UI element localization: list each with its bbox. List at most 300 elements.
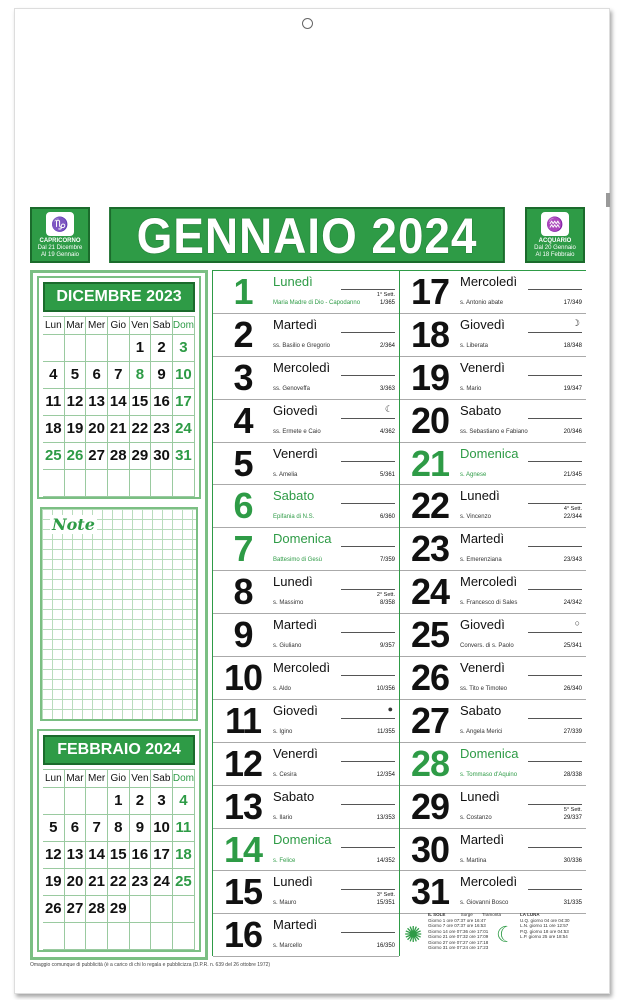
day-row [213, 571, 399, 614]
weekday-name: Mercoledì [273, 359, 331, 375]
day-number: 21 [410, 442, 450, 484]
weekday-name: Domenica [460, 445, 519, 461]
day-count: 29/337 [563, 814, 582, 821]
day-number: 7 [233, 528, 253, 570]
saint-name: s. Vincenzo [460, 514, 491, 521]
day-number: 27 [410, 699, 450, 741]
saint-name: s. Tommaso d'Aquino [460, 771, 518, 778]
day-cell: 11 [173, 815, 195, 842]
weekday-header: Mer [86, 769, 108, 788]
zodiac-range-end: Al 18 Febbraio [535, 252, 575, 258]
weekday-header: Dom [173, 769, 195, 788]
weekday-name: Martedì [273, 917, 318, 933]
notes-line [341, 932, 395, 933]
day-cell: 5 [43, 815, 65, 842]
mini-calendar-december [37, 276, 201, 499]
day-row [213, 314, 399, 357]
day-cell: 11 [43, 389, 65, 416]
notes-line [341, 418, 395, 419]
weekday-name: Giovedì [460, 617, 505, 633]
notes-line [528, 718, 582, 719]
zodiac-range-end: Al 19 Gennaio [40, 252, 80, 258]
day-number: 19 [410, 356, 450, 398]
day-row [400, 271, 586, 314]
day-cell: 18 [43, 416, 65, 443]
weekday-name: Martedì [460, 531, 505, 547]
day-count: 27/339 [563, 728, 582, 735]
weekday-name: Giovedì [273, 402, 318, 418]
day-cell [65, 923, 87, 950]
weekday-name: Mercoledì [460, 574, 518, 590]
day-number: 25 [410, 614, 450, 656]
day-cell: 21 [108, 416, 130, 443]
saint-name: s. Agnese [460, 471, 487, 478]
sun-row: Giorno 27 ore 07:27 ore 17:18 [428, 939, 489, 945]
saint-name: s. Ilario [273, 814, 293, 821]
saint-name: s. Cesira [273, 771, 297, 778]
saint-name: s. Emerenziana [460, 557, 502, 564]
weekday-name: Martedì [460, 831, 505, 847]
day-number: 16 [223, 914, 263, 956]
day-count: 10/356 [376, 686, 395, 693]
day-cell: 14 [86, 842, 108, 869]
day-cell: 19 [43, 869, 65, 896]
notes-line [341, 889, 395, 890]
weekday-header: Mer [86, 316, 108, 335]
sun-moon-table [402, 912, 592, 956]
hanging-hook [606, 193, 610, 207]
weekday-header: Lun [43, 316, 65, 335]
weekday-header: Gio [108, 769, 130, 788]
notes-line [341, 546, 395, 547]
day-cell: 9 [151, 362, 173, 389]
day-cell: 20 [65, 869, 87, 896]
day-number: 12 [223, 742, 263, 784]
day-number: 17 [410, 271, 450, 312]
saint-name: s. Giovanni Bosco [460, 900, 509, 907]
aquarius-icon: ♒ [541, 212, 569, 236]
weekday-header: Sab [151, 316, 173, 335]
notes-line [528, 675, 582, 676]
day-row [400, 700, 586, 743]
saint-name: s. Felice [273, 857, 296, 864]
weekday-name: Venerdì [273, 745, 318, 761]
weekday-header: Mar [65, 316, 87, 335]
day-number: 6 [233, 485, 253, 527]
notes-line [341, 847, 395, 848]
day-count: 13/353 [376, 814, 395, 821]
hanging-hole [302, 18, 313, 29]
weekday-name: Venerdì [460, 359, 505, 375]
day-cell [86, 788, 108, 815]
day-cell: 17 [173, 389, 195, 416]
day-cell [43, 923, 65, 950]
day-cell: 20 [86, 416, 108, 443]
moon-icon: ☾ [496, 922, 516, 947]
moon-table [520, 912, 570, 940]
notes-line [341, 589, 395, 590]
day-number: 4 [233, 399, 253, 441]
day-count: 24/342 [563, 600, 582, 607]
day-number: 22 [410, 485, 450, 527]
week-number: 3° Sett. [376, 892, 395, 899]
day-cell [151, 923, 173, 950]
zodiac-name: ACQUARIO [538, 238, 572, 244]
day-cell: 17 [151, 842, 173, 869]
day-cell: 22 [130, 416, 152, 443]
day-cell: 24 [173, 416, 195, 443]
day-row [400, 571, 586, 614]
weekday-name: Sabato [460, 702, 502, 718]
day-cell: 19 [65, 416, 87, 443]
day-cell: 3 [151, 788, 173, 815]
day-count: 4/362 [379, 428, 395, 435]
weekday-name: Domenica [273, 831, 332, 847]
saint-name: Maria Madre di Dio - Capodanno [273, 300, 361, 306]
notes-line [341, 632, 395, 633]
day-count: 26/340 [563, 686, 582, 693]
mini-calendar-grid [43, 769, 195, 950]
notes-line [528, 289, 582, 290]
day-number: 13 [223, 785, 263, 827]
day-number: 26 [410, 657, 450, 699]
day-row [213, 786, 399, 829]
notes-line [341, 375, 395, 376]
day-cell: 23 [130, 869, 152, 896]
weekday-name: Lunedì [460, 488, 500, 504]
weekday-header: Mar [65, 769, 87, 788]
weekday-name: Mercoledì [460, 874, 518, 890]
day-cell [43, 788, 65, 815]
footer-note: Omaggio comunque di pubblicità (è a carico di chi lo regala e pubblicizza (D.P.R. n. 639 del 26 ottobre 1972) [30, 962, 271, 968]
day-number: 8 [233, 571, 253, 613]
sun-row: Giorno 14 ore 07:36 ore 17:01 [428, 928, 489, 934]
day-count: 22/344 [563, 514, 582, 521]
day-cell [108, 335, 130, 362]
saint-name: s. Mauro [273, 900, 297, 907]
saint-name: s. Massimo [273, 600, 304, 607]
mini-calendar-grid [43, 316, 195, 497]
sun-icon: ✺ [404, 922, 423, 947]
day-cell [86, 335, 108, 362]
day-count: 25/341 [563, 643, 582, 650]
day-number: 14 [223, 828, 263, 870]
notes-line [528, 546, 582, 547]
day-cell: 6 [65, 815, 87, 842]
day-cell [151, 896, 173, 923]
week-number: 5° Sett. [563, 806, 582, 813]
day-number: 10 [223, 657, 263, 699]
weekday-name: Mercoledì [460, 274, 518, 289]
saint-name: s. Francesco di Sales [460, 600, 518, 607]
day-count: 21/345 [563, 471, 582, 478]
moon-row: U.Q. giorno 04 ore 04:30 [520, 917, 570, 923]
notes-line [341, 718, 395, 719]
moon-row: L.N. giorno 11 ore 12:57 [520, 923, 569, 928]
notes-line [528, 418, 582, 419]
day-cell: 3 [173, 335, 195, 362]
sun-table [428, 912, 501, 951]
day-cell: 27 [86, 443, 108, 470]
day-cell: 4 [43, 362, 65, 389]
notes-line [341, 804, 395, 805]
day-number: 9 [233, 614, 253, 656]
day-count: 23/343 [563, 557, 582, 564]
day-cell: 29 [130, 443, 152, 470]
notes-area[interactable] [40, 507, 198, 721]
notes-label: Note [52, 515, 95, 534]
saint-name: s. Amelia [273, 471, 298, 478]
notes-line [528, 889, 582, 890]
day-cell: 1 [108, 788, 130, 815]
day-cell [43, 335, 65, 362]
day-cell [43, 470, 65, 497]
day-count: 17/349 [563, 300, 582, 306]
mini-calendar-title: DICEMBRE 2023 [43, 282, 195, 312]
day-row [213, 528, 399, 571]
day-cell: 9 [130, 815, 152, 842]
day-row [400, 829, 586, 872]
notes-line [528, 847, 582, 848]
saint-name: Battesimo di Gesù [273, 557, 323, 564]
day-row [213, 829, 399, 872]
day-row [400, 871, 586, 914]
day-cell [65, 470, 87, 497]
day-number: 20 [410, 399, 450, 441]
weekday-name: Giovedì [460, 316, 505, 332]
notes-line [341, 675, 395, 676]
day-row [400, 400, 586, 443]
moon-row: L.P. giorno 25 ore 18:54 [520, 934, 568, 939]
day-cell [130, 923, 152, 950]
day-cell [65, 788, 87, 815]
day-row [213, 914, 399, 957]
notes-line [528, 804, 582, 805]
saint-name: s. Aldo [273, 686, 292, 693]
day-cell: 1 [130, 335, 152, 362]
day-count: 2/364 [379, 342, 395, 349]
sun-header-set: Tramonta [481, 912, 502, 917]
saint-name: s. Antonio abate [460, 300, 504, 306]
moon-phase-icon: ○ [574, 618, 580, 629]
day-cell: 7 [86, 815, 108, 842]
day-cell: 10 [173, 362, 195, 389]
weekday-name: Giovedì [273, 702, 318, 718]
day-row [213, 700, 399, 743]
day-cell: 6 [86, 362, 108, 389]
day-cell [173, 923, 195, 950]
day-row [213, 485, 399, 528]
notes-line [528, 332, 582, 333]
day-cell: 28 [86, 896, 108, 923]
saint-name: Epifania di N.S. [273, 514, 315, 521]
weekday-name: Lunedì [273, 574, 313, 590]
day-cell: 7 [108, 362, 130, 389]
day-count: 20/346 [563, 428, 582, 435]
day-number: 29 [410, 785, 450, 827]
saint-name: s. Marcello [273, 943, 303, 950]
mini-calendar-february [37, 729, 201, 952]
day-cell: 27 [65, 896, 87, 923]
days-column-2 [400, 270, 586, 914]
day-row [213, 271, 399, 314]
day-row [400, 485, 586, 528]
day-cell: 12 [43, 842, 65, 869]
day-row [213, 614, 399, 657]
notes-line [341, 761, 395, 762]
zodiac-range-start: Dal 21 Dicembre [37, 245, 83, 251]
zodiac-capricorn-box [30, 207, 90, 263]
day-number: 1 [233, 271, 253, 312]
day-cell: 8 [130, 362, 152, 389]
day-count: 7/359 [379, 557, 395, 564]
day-number: 2 [233, 313, 253, 355]
day-row [400, 314, 586, 357]
day-cell: 12 [65, 389, 87, 416]
sun-header-rise: Sorge [460, 912, 473, 917]
weekday-name: Sabato [460, 402, 502, 418]
saint-name: s. Martina [460, 857, 487, 864]
day-cell [173, 896, 195, 923]
day-count: 9/357 [379, 643, 395, 650]
day-cell: 5 [65, 362, 87, 389]
days-column-1 [213, 270, 399, 957]
day-cell: 24 [151, 869, 173, 896]
saint-name: ss. Basilio e Gregorio [273, 342, 331, 349]
day-count: 14/352 [376, 857, 395, 864]
day-cell: 28 [108, 443, 130, 470]
notes-line [341, 332, 395, 333]
day-row [400, 786, 586, 829]
day-count: 18/348 [563, 342, 582, 349]
day-cell: 14 [108, 389, 130, 416]
day-row [400, 614, 586, 657]
day-count: 31/335 [563, 900, 582, 907]
saint-name: ss. Ermete e Caio [273, 428, 321, 435]
weekday-name: Domenica [460, 745, 519, 761]
day-cell: 2 [130, 788, 152, 815]
saint-name: s. Giuliano [273, 643, 302, 650]
day-cell: 31 [173, 443, 195, 470]
month-title: GENNAIO 2024 [109, 207, 505, 263]
day-cell: 18 [173, 842, 195, 869]
day-cell [151, 470, 173, 497]
day-count: 8/358 [379, 600, 395, 607]
day-cell: 30 [151, 443, 173, 470]
moon-title: LA LUNA [520, 912, 540, 917]
notes-line [341, 503, 395, 504]
weekday-name: Lunedì [273, 874, 313, 890]
week-number: 4° Sett. [563, 506, 582, 513]
day-cell [108, 923, 130, 950]
sun-title: IL SOLE [428, 912, 446, 917]
day-cell: 2 [151, 335, 173, 362]
moon-row: P.Q. giorno 18 ore 04:53 [520, 928, 569, 934]
day-number: 18 [410, 313, 450, 355]
week-number: 2° Sett. [376, 592, 395, 599]
day-cell: 13 [65, 842, 87, 869]
day-cell: 13 [86, 389, 108, 416]
day-cell [86, 470, 108, 497]
day-cell [108, 470, 130, 497]
weekday-header: Lun [43, 769, 65, 788]
weekday-header: Sab [151, 769, 173, 788]
day-cell [130, 470, 152, 497]
day-count: 15/351 [376, 900, 395, 907]
weekday-name: Sabato [273, 488, 315, 504]
day-number: 11 [224, 699, 262, 741]
weekday-name: Martedì [273, 316, 318, 332]
day-cell: 26 [43, 896, 65, 923]
notes-line [528, 503, 582, 504]
moon-phase-icon: ☾ [384, 403, 393, 414]
weekday-name: Lunedì [273, 274, 313, 289]
day-row [213, 400, 399, 443]
weekday-name: Martedì [273, 617, 318, 633]
sun-row: Giorno 21 ore 07:32 ore 17:09 [428, 934, 489, 939]
day-count: 19/347 [563, 385, 582, 392]
day-cell: 29 [108, 896, 130, 923]
day-cell: 21 [86, 869, 108, 896]
day-cell: 4 [173, 788, 195, 815]
day-cell: 23 [151, 416, 173, 443]
saint-name: ss. Tito e Timoteo [460, 686, 508, 693]
weekday-header: Ven [130, 316, 152, 335]
mini-calendar-title: FEBBRAIO 2024 [43, 735, 195, 765]
day-cell: 22 [108, 869, 130, 896]
saint-name: ss. Genoveffa [273, 385, 310, 392]
day-cell: 8 [108, 815, 130, 842]
saint-name: s. Liberata [460, 342, 489, 349]
day-number: 28 [410, 742, 450, 784]
day-number: 23 [410, 528, 450, 570]
day-cell: 10 [151, 815, 173, 842]
notes-line [341, 461, 395, 462]
weekday-header: Gio [108, 316, 130, 335]
zodiac-name: CAPRICORNO [39, 238, 81, 244]
weekday-name: Venerdì [460, 660, 505, 676]
day-count: 1/365 [379, 300, 395, 306]
weekday-name: Domenica [273, 531, 332, 547]
weekday-name: Mercoledì [273, 660, 331, 676]
notes-line [528, 761, 582, 762]
day-number: 5 [233, 442, 253, 484]
day-cell: 16 [130, 842, 152, 869]
day-cell: 16 [151, 389, 173, 416]
weekday-header: Dom [173, 316, 195, 335]
day-row [400, 657, 586, 700]
day-count: 12/354 [376, 771, 395, 778]
notes-line [528, 375, 582, 376]
weekday-name: Lunedì [460, 788, 500, 804]
day-count: 6/360 [379, 514, 395, 521]
day-count: 16/350 [376, 943, 395, 950]
day-count: 30/336 [563, 857, 582, 864]
day-cell [65, 335, 87, 362]
notes-line [528, 461, 582, 462]
day-number: 31 [410, 871, 450, 913]
capricorn-icon: ♑ [46, 212, 74, 236]
day-cell: 25 [43, 443, 65, 470]
day-number: 15 [223, 871, 263, 913]
saint-name: Convers. di s. Paolo [460, 643, 514, 650]
saint-name: s. Costanzo [460, 814, 492, 821]
day-count: 28/338 [563, 771, 582, 778]
day-cell: 25 [173, 869, 195, 896]
zodiac-aquarius-box [525, 207, 585, 263]
sun-row: Giorno 7 ore 07:37 ore 16:53 [428, 923, 486, 928]
day-number: 30 [410, 828, 450, 870]
